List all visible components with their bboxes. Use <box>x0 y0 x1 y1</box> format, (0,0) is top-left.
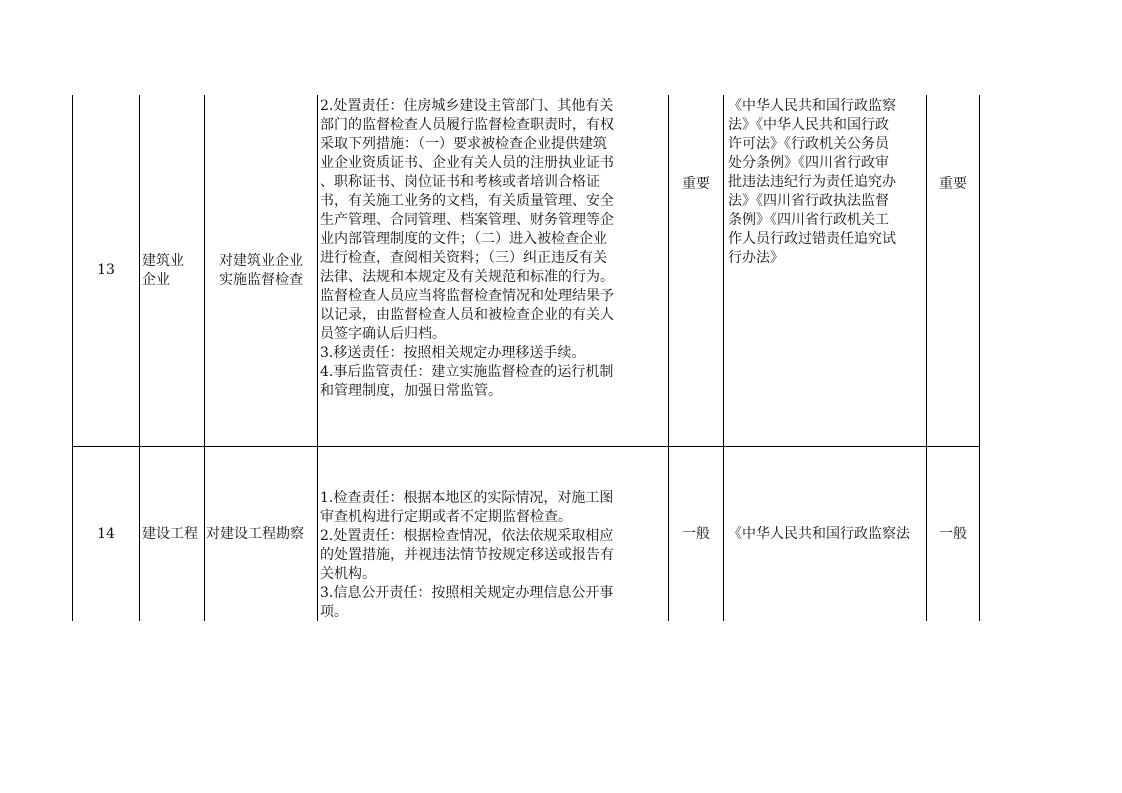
duty-text-line: 监督检查人员应当将监督检查情况和处理结果予 <box>320 288 614 304</box>
legal-basis-text: 《中华人民共和国行政监察法 <box>728 525 910 542</box>
department-text: 企业 <box>142 271 170 288</box>
row-13-basis-cell <box>728 97 926 446</box>
legal-basis-line: 法》《中华人民共和国行政 <box>728 117 889 133</box>
column-divider <box>139 95 140 621</box>
duty-text-line: 法律、法规和本规定及有关规范和标准的行为。 <box>320 269 614 285</box>
duty-text-line: 3.移送责任：按照相关规定办理移送手续。 <box>320 345 586 361</box>
row-14-department-cell <box>142 447 204 621</box>
duty-text-line: 业企业资质证书、企业有关人员的注册执业证书 <box>320 155 614 171</box>
row-14-item-cell <box>206 447 317 621</box>
table-border-right <box>979 95 980 621</box>
row-13-level2-cell <box>927 95 979 273</box>
legal-basis-line: 处分条例》《四川省行政审 <box>728 155 889 171</box>
duty-text-line: 生产管理、合同管理、档案管理、财务管理等企 <box>320 212 614 228</box>
legal-basis-line: 条例》《四川省行政机关工 <box>728 212 889 228</box>
row-14-level2-cell <box>927 447 979 621</box>
duty-text-line: 2.处置责任：根据检查情况，依法依规采取相应 <box>320 528 614 544</box>
duty-text-line: 3.信息公开责任：按照相关规定办理信息公开事 <box>320 585 614 601</box>
department-text: 建设工程 <box>142 525 198 542</box>
item-text: 对建筑业企业 <box>219 252 303 269</box>
responsibility-table <box>72 95 980 621</box>
legal-basis-line: 《中华人民共和国行政监察 <box>728 98 896 114</box>
legal-basis-line: 行办法》 <box>728 250 784 266</box>
duty-text-line: 2.处置责任：住房城乡建设主管部门、其他有关 <box>320 98 614 114</box>
department-text: 建筑业 <box>142 252 184 269</box>
duty-text-line: 关机构。 <box>320 566 376 582</box>
column-divider <box>723 95 724 621</box>
importance-level: 一般 <box>939 525 967 542</box>
duty-text-line: 业内部管理制度的文件；（二）进入被检查企业 <box>320 231 607 247</box>
duty-text-line: 和管理制度，加强日常监管。 <box>320 383 502 399</box>
column-divider <box>317 95 318 621</box>
duty-text-line: 进行检查，查阅相关资料；（三）纠正违反有关 <box>320 250 607 266</box>
row-13-duty-cell <box>320 97 668 446</box>
row-14-level-cell <box>669 447 723 621</box>
duty-text-line: 1.检查责任：根据本地区的实际情况，对施工图 <box>320 490 614 506</box>
importance-level: 重要 <box>682 175 710 192</box>
row-14-duty-cell <box>320 489 668 621</box>
importance-level: 一般 <box>682 525 710 542</box>
importance-level: 重要 <box>939 175 967 192</box>
duty-text-line: 采取下列措施：（一）要求被检查企业提供建筑 <box>320 136 607 152</box>
legal-basis-line: 许可法》《行政机关公务员 <box>728 136 889 152</box>
duty-text-line: 、职称证书、岗位证书和考核或者培训合格证 <box>320 174 600 190</box>
row-13-item-cell <box>205 95 317 446</box>
row-14-basis-cell <box>728 447 926 621</box>
row-13-level-cell <box>669 95 723 273</box>
duty-text-line: 4.事后监管责任：建立实施监督检查的运行机制 <box>320 364 614 380</box>
row-number: 13 <box>97 262 115 278</box>
legal-basis-line: 作人员行政过错责任追究试 <box>728 231 896 247</box>
row-number: 14 <box>97 525 115 542</box>
duty-text-line: 员签字确认后归档。 <box>320 326 446 342</box>
item-text: 实施监督检查 <box>219 271 303 288</box>
duty-text-line: 的处置措施，并视违法情节按规定移送或报告有 <box>320 547 614 563</box>
legal-basis-line: 批违法违纪行为责任追究办 <box>728 174 896 190</box>
duty-text-line: 审查机构进行定期或者不定期监督检查。 <box>320 509 572 525</box>
duty-text-line: 以记录，由监督检查人员和被检查企业的有关人 <box>320 307 614 323</box>
row-13-number-cell <box>73 95 139 446</box>
duty-text-line: 项。 <box>320 604 348 620</box>
duty-text-line: 部门的监督检查人员履行监督检查职责时，有权 <box>320 117 614 133</box>
duty-text-line: 书，有关施工业务的文档，有关质量管理、安全 <box>320 193 614 209</box>
row-13-department-cell <box>142 95 204 446</box>
item-text: 对建设工程勘察 <box>206 525 304 542</box>
legal-basis-line: 法》《四川省行政执法监督 <box>728 193 889 209</box>
row-14-number-cell <box>73 447 139 621</box>
